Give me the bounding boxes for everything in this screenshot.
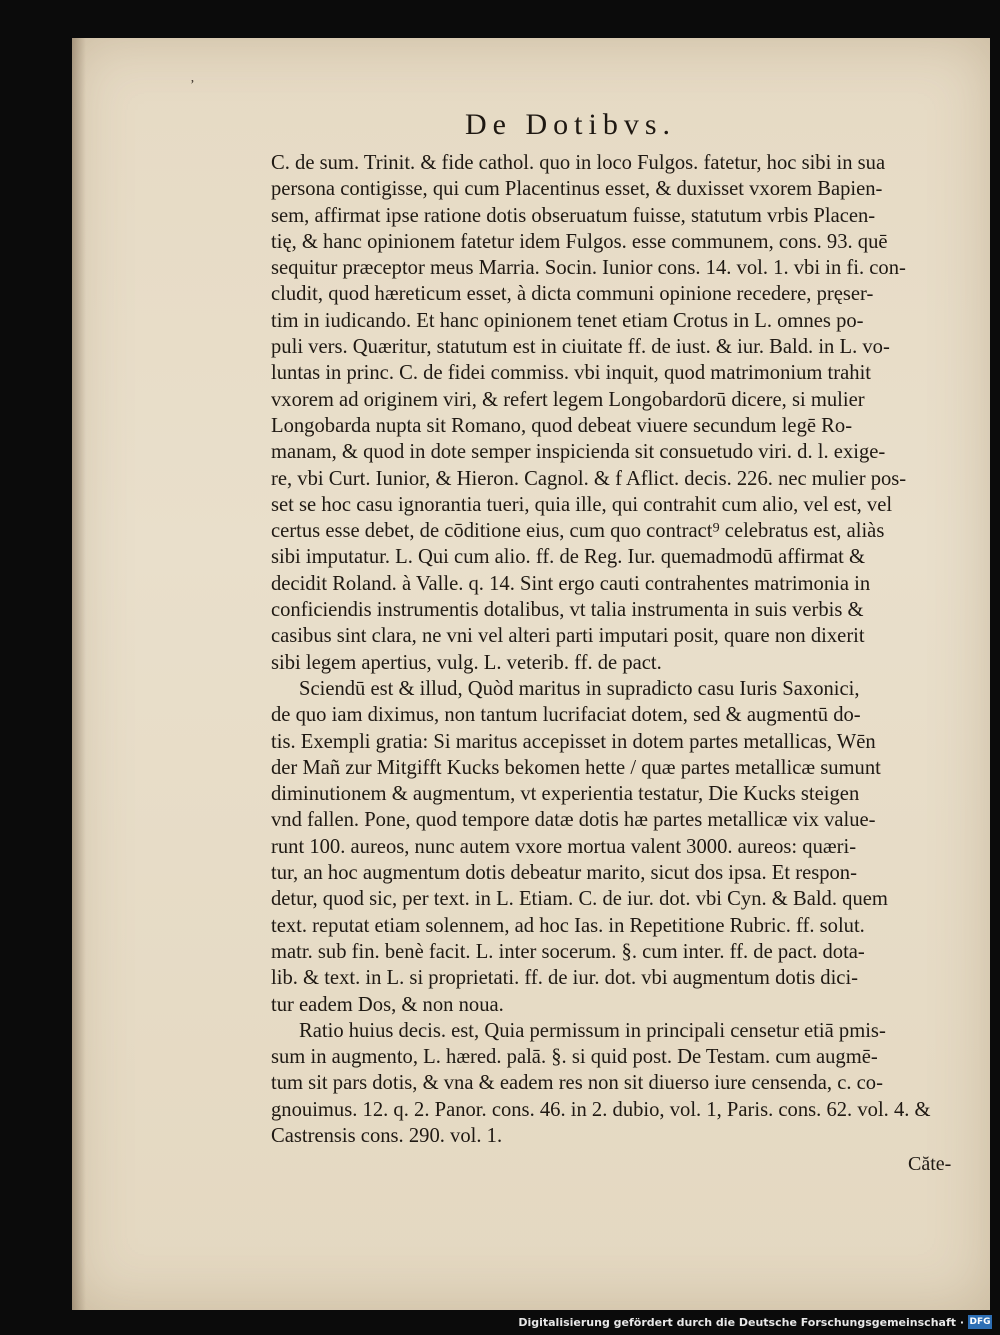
text-line: text. reputat etiam solennem, ad hoc Ias. in Repetitione Rubric. ff. solut. [271,914,865,937]
text-line: certus esse debet, de cōditione eius, cum quo contract⁹ celebratus est, aliàs [271,520,885,543]
text-line: puli vers. Quæritur, statutum est in ciuitate ff. de iust. & iur. Bald. in L. vo- [271,336,890,359]
text-line: sibi legem apertius, vulg. L. veterib. ff. de pact. [271,651,662,674]
text-line: luntas in princ. C. de fidei commiss. vbi inquit, quod matrimonium trahit [271,362,872,385]
text-line: vxorem ad originem viri, & refert legem Longobardorū dicere, si mulier [271,388,865,411]
text-line: conficiendis instrumentis dotalibus, vt talia instrumenta in suis verbis & [271,599,864,622]
page-gutter-shadow [72,38,86,1310]
text-line: lib. & text. in L. si proprietati. ff. de iur. dot. vbi augmentum dotis dici- [271,967,859,990]
text-line: sem, affirmat ipse ratione dotis obseruatum fuisse, statutum vrbis Placen- [271,204,876,227]
margin-mark: ʼ [190,78,195,93]
text-line: tię, & hanc opinionem fatetur idem Fulgos. esse communem, cons. 93. quē [271,230,888,253]
text-line: vnd fallen. Pone, quod tempore datæ dotis hæ partes metallicæ vix value- [271,809,876,832]
text-line: decidit Roland. à Valle. q. 14. Sint ergo cauti contrahentes matrimonia in [271,572,871,595]
text-line: Castrensis cons. 290. vol. 1. [271,1124,503,1147]
text-line: tum sit pars dotis, & vna & eadem res non sit diuerso iure censenda, c. co- [271,1072,883,1095]
text-line: tur eadem Dos, & non noua. [271,993,504,1016]
catchword: Căte- [908,1153,952,1175]
dfg-logo: DFG [969,1317,991,1327]
text-line: manam, & quod in dote semper inspicienda sit consuetudo viri. d. l. exige- [271,441,886,464]
text-line: Sciendū est & illud, Quòd maritus in supradicto casu Iuris Saxonici, [299,677,860,700]
text-line: persona contigisse, qui cum Placentinus esset, & duxisset vxorem Bapien- [271,178,883,201]
text-line: diminutionem & augmentum, vt experientia testatur, Die Kucks steigen [271,783,860,806]
text-line: der Mañ zur Mitgifft Kucks bekomen hette / quæ partes metallicæ sumunt [271,756,881,779]
text-line: Ratio huius decis. est, Quia permissum in principali censetur etiā pmis- [299,1019,886,1042]
text-line: casibus sint clara, ne vni vel alteri parti imputari posit, quare non dixerit [271,625,865,648]
text-line: tur, an hoc augmentum dotis debeatur marito, sicut dos ipsa. Et respon- [271,862,857,885]
text-line: set se hoc casu ignorantia tueri, quia ille, qui contrahit cum alio, vel est, vel [271,493,893,516]
text-line: de quo iam diximus, non tantum lucrifaciat dotem, sed & augmentū do- [271,704,861,727]
text-line: tim in iudicando. Et hanc opinionem tenet etiam Crotus in L. omnes po- [271,309,864,332]
text-line: cludit, quod hæreticum esset, à dicta communi opinione recedere, pręser- [271,283,874,306]
text-line: tis. Exempli gratia: Si maritus accepisset in dotem partes metallicas, Wēn [271,730,876,753]
text-line: sibi imputatur. L. Qui cum alio. ff. de Reg. Iur. quemadmodū affirmat & [271,546,866,569]
main-text-block [271,150,970,1149]
text-line: sum in augmento, L. hæred. palā. §. si quid post. De Testam. cum augmē- [271,1046,878,1069]
text-line: gnouimus. 12. q. 2. Panor. cons. 46. in 2. dubio, vol. 1, Paris. cons. 62. vol. 4. & [271,1098,931,1121]
text-line: re, vbi Curt. Iunior, & Hieron. Cagnol. & f Aflict. decis. 226. nec mulier pos- [271,467,907,490]
footer-credit: Digitalisierung gefördert durch die Deutsche Forschungsgemeinschaft · [518,1316,964,1329]
text-line: matr. sub fin. benè facit. L. inter socerum. §. cum inter. ff. de pact. dota- [271,940,865,963]
text-line: detur, quod sic, per text. in L. Etiam. C. de iur. dot. vbi Cyn. & Bald. quem [271,888,888,911]
text-line: C. de sum. Trinit. & fide cathol. quo in loco Fulgos. fatetur, hoc sibi in sua [271,152,886,174]
text-line: runt 100. aureos, nunc autem vxore mortua valent 3000. aureos: quæri- [271,835,857,858]
running-head: De Dotibvs. [465,108,676,141]
text-line: Longobarda nupta sit Romano, quod debeat viuere secundum legē Ro- [271,414,853,437]
text-line: sequitur præceptor meus Marria. Socin. Iunior cons. 14. vol. 1. vbi in fi. con- [271,257,906,280]
